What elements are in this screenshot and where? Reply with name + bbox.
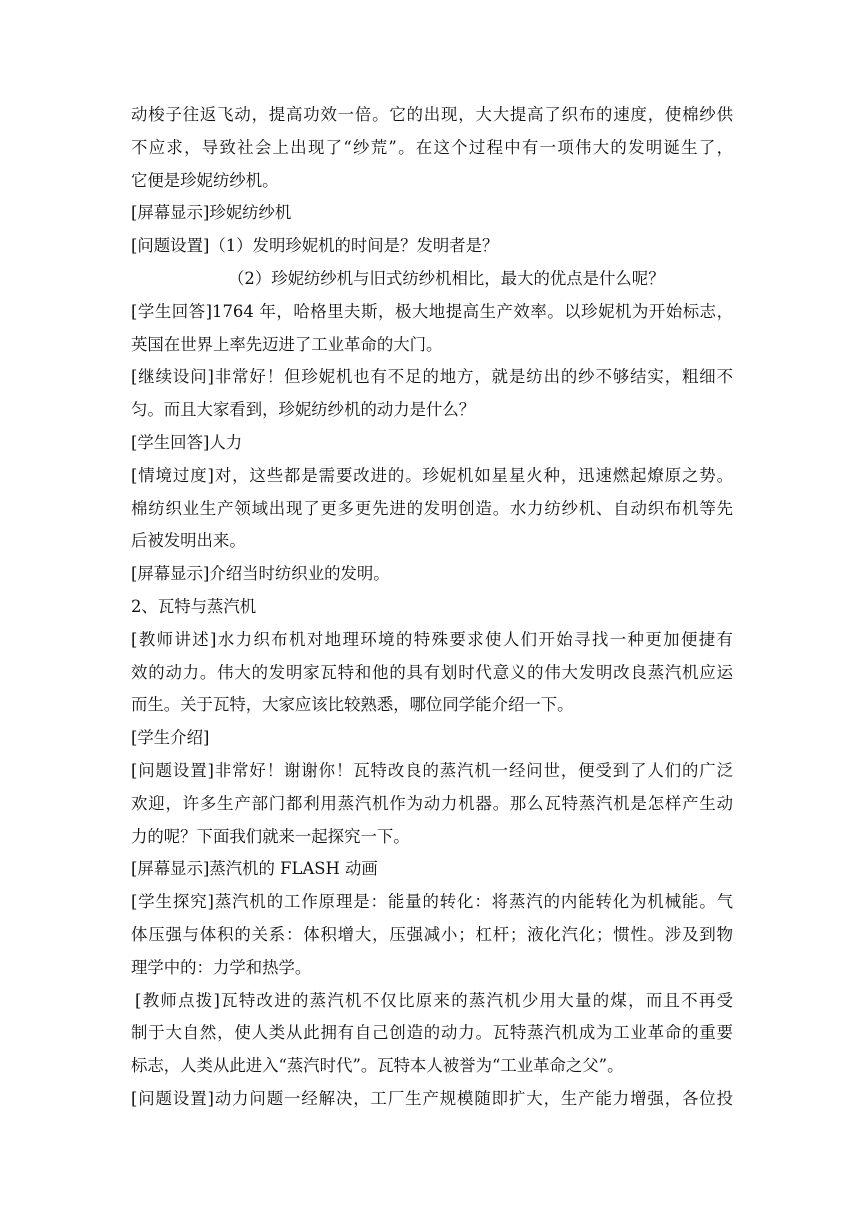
section-heading: 2、瓦特与蒸汽机 [131, 596, 257, 616]
text-line: 英国在世界上率先迈进了工业革命的大门。 [131, 334, 443, 354]
text-line: 匀。而且大家看到，珍妮纺纱机的动力是什么？ [131, 400, 476, 420]
document-body [131, 99, 733, 1116]
text-line: [问题设置]非常好！谢谢你！瓦特改良的蒸汽机一经问世，便受到了人们的广泛 [131, 760, 733, 780]
text-line: 不应求，导致社会上出现了“纱荒”。在这个过程中有一项伟大的发明诞生了， [131, 137, 733, 157]
text-line: 它便是珍妮纺纱机。 [131, 170, 279, 190]
text-line: 动梭子往返飞动，提高功效一倍。它的出现，大大提高了织布的速度，使棉纱供 [131, 105, 733, 124]
text-line: [问题设置]动力问题一经解决，工厂生产规模随即扩大，生产能力增强，各位投 [131, 1088, 733, 1108]
text-line: [教师讲述]水力织布机对地理环境的特殊要求使人们开始寻找一种更加便捷有 [131, 629, 733, 649]
text-line: [屏幕显示]珍妮纺纱机 [131, 203, 292, 223]
text-line: 体压强与体积的关系：体积增大，压强减小；杠杆；液化汽化；惯性。涉及到物 [131, 924, 733, 944]
text-line: [情境过度]对，这些都是需要改进的。珍妮机如星星火种，迅速燃起燎原之势。 [131, 465, 733, 485]
text-line: [学生回答]人力 [131, 432, 243, 452]
text-line: [问题设置]（1）发明珍妮机的时间是？发明者是？ [131, 236, 499, 256]
text-line: 欢迎，许多生产部门都利用蒸汽机作为动力机器。那么瓦特蒸汽机是怎样产生动 [131, 793, 733, 813]
text-line: [继续设问]非常好！但珍妮机也有不足的地方，就是纺出的纱不够结实，粗细不 [131, 367, 733, 387]
text-line: 棉纺织业生产领域出现了更多更先进的发明创造。水力纺纱机、自动织布机等先 [131, 498, 733, 518]
text-line: [教师点拨]瓦特改进的蒸汽机不仅比原来的蒸汽机少用大量的煤，而且不再受 [135, 990, 733, 1010]
text-line: 制于大自然，使人类从此拥有自己创造的动力。瓦特蒸汽机成为工业革命的重要 [131, 1023, 733, 1043]
text-line: 而生。关于瓦特，大家应该比较熟悉，哪位同学能介绍一下。 [131, 695, 574, 715]
text-line: [学生探究]蒸汽机的工作原理是：能量的转化：将蒸汽的内能转化为机械能。气 [131, 892, 733, 912]
text-line: 力的呢？下面我们就来一起探究一下。 [131, 826, 410, 846]
text-line: [屏幕显示]介绍当时纺织业的发明。 [131, 564, 390, 584]
text-line: [屏幕显示]蒸汽机的 FLASH 动画 [131, 859, 378, 879]
text-line: 后被发明出来。 [131, 531, 246, 551]
text-line: 标志，人类从此进入“蒸汽时代”。瓦特本人被誉为“工业革命之父”。 [131, 1056, 624, 1076]
text-line: （2）珍妮纺纱机与旧式纺纱机相比，最大的优点是什么呢？ [228, 268, 665, 288]
text-line: 理学中的：力学和热学。 [131, 957, 312, 977]
text-line: [学生回答]1764 年，哈格里夫斯，极大地提高生产效率。以珍妮机为开始标志， [131, 301, 733, 321]
text-line: [学生介绍] [131, 728, 210, 748]
text-line: 效的动力。伟大的发明家瓦特和他的具有划时代意义的伟大发明改良蒸汽机应运 [131, 662, 733, 682]
